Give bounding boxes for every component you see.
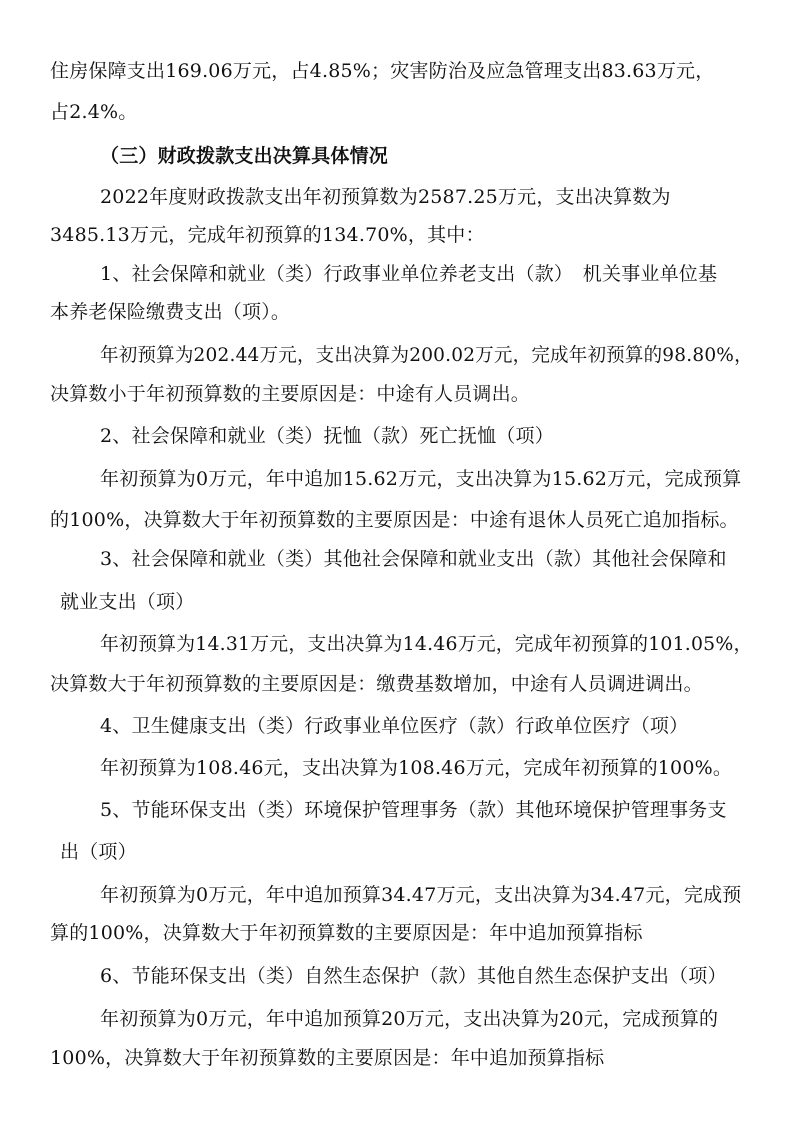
item-6-title: 6、节能环保支出（类）自然生态保护（款）其他自然生态保护支出（项） bbox=[100, 965, 727, 987]
item-2-title: 2、社会保障和就业（类）抚恤（款）死亡抚恤（项） bbox=[100, 425, 554, 447]
item-6-detail: 年初预算为0万元，年中追加预算20万元，支出决算为20元，完成预算的 bbox=[100, 1008, 719, 1030]
item-5-detail-cont: 算的100%，决算数大于年初预算数的主要原因是：年中追加预算指标 bbox=[50, 922, 643, 944]
item-6-detail-cont: 100%，决算数大于年初预算数的主要原因是：年中追加预算指标 bbox=[50, 1047, 605, 1069]
item-3-detail: 年初预算为14.31万元，支出决算为14.46万元，完成年初预算的101.05%， bbox=[100, 633, 753, 655]
item-2-detail: 年初预算为0万元，年中追加15.62万元，支出决算为15.62万元，完成预算 bbox=[100, 468, 742, 490]
text-line-4: 2022年度财政拨款支出年初预算数为2587.25万元，支出决算数为 bbox=[100, 186, 671, 208]
item-1-detail: 年初预算为202.44万元，支出决算为200.02万元，完成年初预算的98.80%， bbox=[100, 344, 753, 366]
item-5-title: 5、节能环保支出（类）环境保护管理事务（款）其他环境保护管理事务支 bbox=[100, 799, 727, 821]
text-line-1: 住房保障支出169.06万元，占4.85%；灾害防治及应急管理支出83.63万元， bbox=[50, 60, 715, 82]
item-4-title: 4、卫生健康支出（类）行政事业单位医疗（款）行政单位医疗（项） bbox=[100, 715, 689, 737]
item-1-title: 1、社会保障和就业（类）行政事业单位养老支出（款） 机关事业单位基 bbox=[100, 263, 718, 285]
text-line-5: 3485.13万元，完成年初预算的134.70%，其中： bbox=[50, 224, 485, 246]
section-heading-3: （三）财政拨款支出决算具体情况 bbox=[100, 145, 389, 167]
item-3-detail-cont: 决算数大于年初预算数的主要原因是：缴费基数增加，中途有人员调进调出。 bbox=[50, 673, 703, 695]
text-line-2: 占2.4%。 bbox=[50, 101, 138, 123]
item-4-detail: 年初预算为108.46元，支出决算为108.46万元，完成年初预算的100%。 bbox=[100, 757, 733, 779]
item-5-detail: 年初预算为0万元，年中追加预算34.47万元，支出决算为34.47元，完成预 bbox=[100, 884, 742, 906]
item-2-detail-cont: 的100%，决算数大于年初预算数的主要原因是：中途有退休人员死亡追加指标。 bbox=[50, 509, 739, 531]
item-1-detail-cont: 决算数小于年初预算数的主要原因是：中途有人员调出。 bbox=[50, 383, 531, 405]
item-1-title-cont: 本养老保险缴费支出（项）。 bbox=[50, 301, 291, 323]
item-3-title: 3、社会保障和就业（类）其他社会保障和就业支出（款）其他社会保障和 bbox=[100, 548, 727, 570]
item-5-title-cont: 出（项） bbox=[60, 841, 137, 863]
item-3-title-cont: 就业支出（项） bbox=[60, 591, 195, 613]
